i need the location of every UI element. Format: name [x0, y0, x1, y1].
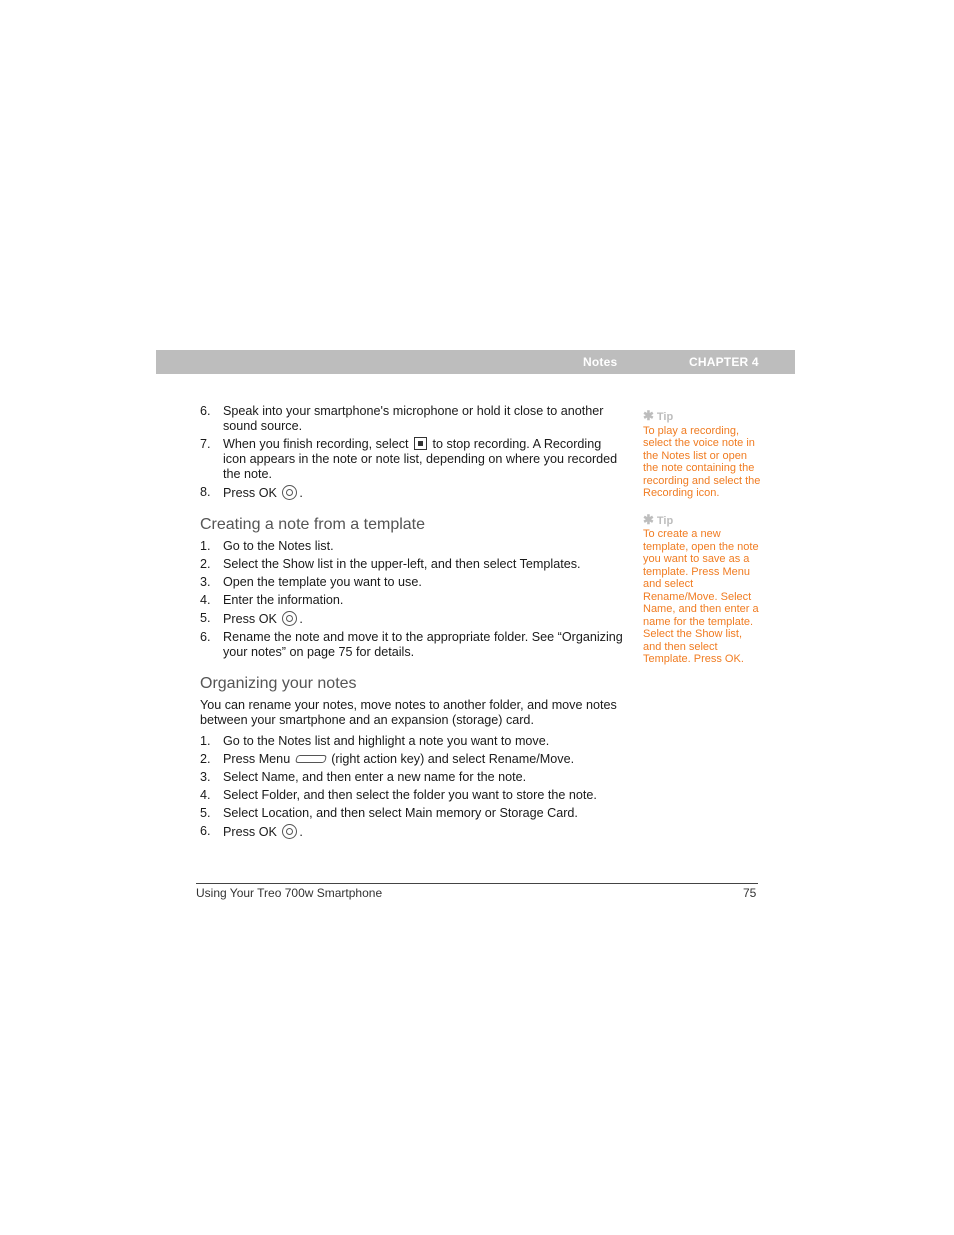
- step-text-before: Press OK: [223, 612, 277, 626]
- list-item: [200, 630, 625, 660]
- list-item: [200, 824, 625, 840]
- step-text: Select Name, and then enter a new name for the note.: [223, 770, 527, 784]
- list-item: [200, 770, 625, 785]
- list-item: [200, 734, 625, 749]
- step-text-after: to stop recording. A Recording icon appears in the note or note list, depending on where you recorded the note.: [223, 437, 618, 481]
- list-item: [200, 404, 625, 434]
- tip-label: Tip: [656, 514, 674, 527]
- step-number: 2.: [200, 557, 211, 571]
- step-text: Select the Show list in the upper-left, and then select Templates.: [223, 557, 581, 571]
- step-text: Rename the note and move it to the appropriate folder. See “Organizing your notes” on page 75 for details.: [223, 630, 623, 659]
- step-number: 3.: [200, 575, 211, 589]
- list-item: [200, 437, 625, 482]
- step-text-before: Press OK: [223, 486, 277, 500]
- step-number: 5.: [200, 806, 211, 820]
- step-text: Speak into your smartphone's microphone or hold it close to another sound source.: [223, 404, 604, 433]
- section-heading-organizing: Organizing your notes: [200, 675, 357, 692]
- step-text-after: .: [299, 825, 303, 839]
- step-number: 4.: [200, 788, 211, 802]
- header-section-title: Notes: [583, 355, 618, 369]
- list-item: [200, 752, 625, 767]
- tip-label: Tip: [656, 411, 674, 423]
- step-text-after: .: [299, 612, 303, 626]
- step-number: 6.: [200, 630, 211, 644]
- step-number: 3.: [200, 770, 211, 784]
- list-item: [200, 611, 625, 627]
- tip-box: [643, 511, 761, 666]
- footer-book-title: Using Your Treo 700w Smartphone: [196, 886, 383, 900]
- footer-divider: [196, 883, 758, 884]
- step-text-before: Press Menu: [223, 752, 291, 766]
- asterisk-icon: ✱: [643, 408, 654, 423]
- footer-page-number: 75: [743, 886, 757, 900]
- tip-text: To create a new template, open the note you want to save as a template. Press Menu and select Rename/Move. Select Name, and then enter a name for the template. Select the Show list, and then select Template. Press OK.: [643, 528, 759, 665]
- step-text: Select Folder, and then select the folder you want to store the note.: [223, 788, 597, 802]
- tips-sidebar: [643, 410, 761, 680]
- step-text: Select Location, and then select Main memory or Storage Card.: [223, 806, 578, 820]
- step-text-before: Press OK: [223, 825, 277, 839]
- step-text-after: .: [299, 486, 303, 500]
- tip-text: To play a recording, select the voice note in the Notes list or open the note containing the recording and select the Recording icon.: [643, 424, 761, 499]
- list-item: [200, 539, 625, 554]
- step-number: 5.: [200, 611, 211, 625]
- step-text: [223, 485, 625, 501]
- step-number: 4.: [200, 593, 211, 607]
- list-item: [200, 557, 625, 572]
- step-text: [223, 752, 625, 767]
- step-number: 2.: [200, 752, 211, 766]
- list-item: [200, 788, 625, 803]
- section-intro: You can rename your notes, move notes to another folder, and move notes between your smartphone and an expansion (storage) card.: [200, 698, 617, 727]
- step-text: Go to the Notes list and highlight a note you want to move.: [223, 734, 550, 748]
- step-text: [223, 824, 625, 840]
- running-header: [156, 350, 795, 374]
- step-text: Enter the information.: [223, 593, 344, 607]
- step-text-after: (right action key) and select Rename/Move.: [331, 752, 575, 766]
- tip-box: [643, 410, 761, 500]
- list-item: [200, 593, 625, 608]
- ok-button-icon: [282, 824, 297, 839]
- step-number: 6.: [200, 404, 211, 418]
- step-text: [223, 437, 625, 482]
- step-number: 1.: [200, 539, 211, 553]
- step-number: 8.: [200, 485, 211, 499]
- step-text-before: When you finish recording, select: [223, 437, 409, 451]
- header-chapter-label: CHAPTER 4: [689, 355, 759, 369]
- step-number: 7.: [200, 437, 211, 451]
- section-heading-template: Creating a note from a template: [200, 516, 426, 533]
- step-number: 6.: [200, 824, 211, 838]
- step-text: [223, 611, 625, 627]
- asterisk-icon: ✱: [643, 511, 654, 527]
- main-content: [200, 404, 625, 843]
- step-number: 1.: [200, 734, 211, 748]
- list-item: [200, 806, 625, 821]
- step-text: Go to the Notes list.: [223, 539, 334, 553]
- ok-button-icon: [282, 485, 297, 500]
- stop-icon: [414, 437, 427, 450]
- right-action-key-icon: [295, 755, 327, 763]
- list-item: [200, 575, 625, 590]
- ok-button-icon: [282, 611, 297, 626]
- list-item: [200, 485, 625, 501]
- step-text: Open the template you want to use.: [223, 575, 422, 589]
